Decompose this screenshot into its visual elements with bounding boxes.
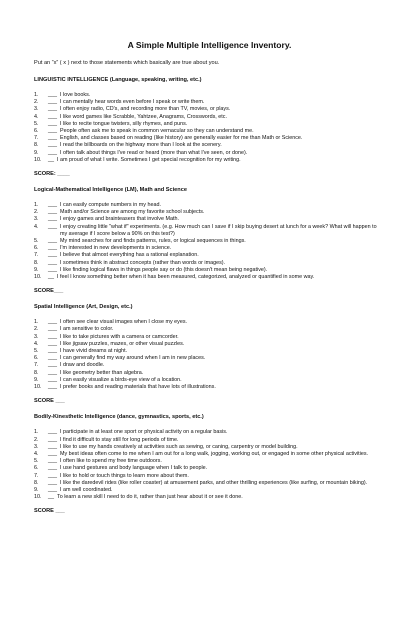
answer-blank: ___: [48, 348, 57, 355]
answer-blank: ___: [48, 436, 57, 443]
list-item: [34, 245, 385, 252]
statement-text: Math and/or Science are among my favorite school subjects.: [60, 209, 205, 216]
statement-text: I often see clear visual images when I close my eyes.: [60, 319, 188, 326]
answer-blank: ___: [48, 259, 57, 266]
statement-text: I often enjoy radio, CD's, and recording more than TV, movies, or plays.: [60, 106, 231, 113]
list-item: [34, 106, 385, 113]
statement-text: I like geometry better than algebra.: [60, 369, 144, 376]
list-item: [34, 348, 385, 355]
list-item: [34, 142, 385, 149]
section-heading: Bodily-Kinesthetic Intelligence (dance, gymnastics, sports, etc.): [34, 414, 204, 421]
statement-text: I have vivid dreams at night.: [60, 348, 128, 355]
list-item: [34, 121, 385, 128]
list-item: [34, 319, 385, 326]
item-number: 6.: [34, 128, 39, 135]
statement-text: I use hand gestures and body language when I talk to people.: [60, 465, 208, 472]
list-item: [34, 99, 385, 106]
section: [34, 414, 385, 514]
list-item: [34, 260, 385, 267]
answer-blank: ___: [48, 92, 57, 98]
item-number: 9.: [34, 149, 39, 156]
list-item: [34, 92, 385, 99]
section-heading: LINGUISTIC INTELLIGENCE (Language, speaking, writing, etc.): [34, 77, 202, 83]
page-title: A Simple Multiple Intelligence Inventory.: [127, 40, 292, 50]
list-item: [34, 341, 385, 348]
item-number: 3.: [34, 106, 39, 113]
answer-blank: ___: [48, 99, 57, 106]
answer-blank: ___: [48, 209, 57, 216]
answer-blank: ___: [48, 458, 57, 465]
item-number: 3.: [34, 333, 39, 340]
score-line: SCORE___: [34, 288, 64, 295]
answer-blank: ___: [48, 369, 57, 376]
statement-text: I like to use my hands creatively at activities such as sewing, or caning, carpentry or model building.: [60, 443, 298, 450]
item-number: 1.: [34, 429, 39, 436]
answer-blank: ___: [48, 266, 57, 273]
statement-text: I can mentally hear words even before I speak or write them.: [60, 99, 205, 106]
statement-text: To learn a new skill I need to do it, rather than just hear about it or see it done.: [57, 494, 243, 501]
answer-blank: ___: [48, 149, 57, 156]
answer-blank: ___: [48, 120, 57, 127]
statement-text: I'm interested in new developments in science.: [60, 245, 172, 252]
answer-blank: ___: [48, 376, 57, 383]
statement-text: I enjoy games and brainteasers that involve Math.: [60, 216, 179, 223]
statement-text: I like to recite tongue twisters, silly rhymes, and puns.: [60, 120, 188, 127]
answer-blank: ___: [48, 238, 57, 245]
answer-blank: ___: [48, 443, 57, 450]
statement-text: I am sensitive to color.: [60, 326, 114, 333]
item-number: 9.: [34, 486, 39, 493]
list-item: [34, 238, 385, 245]
answer-blank: ___: [48, 326, 57, 333]
item-number: 7.: [34, 362, 39, 369]
answer-blank: ___: [48, 384, 57, 391]
statement-text: I find it difficult to stay still for long periods of time.: [60, 436, 179, 443]
list-item: [34, 150, 385, 157]
answer-blank: ___: [48, 429, 57, 436]
answer-blank: ___: [48, 245, 57, 252]
list-item: [34, 451, 385, 458]
answer-blank: ___: [48, 465, 57, 472]
section-heading: Spatial Intelligence (Art, Design, etc.): [34, 304, 133, 311]
answer-blank: ___: [48, 355, 57, 362]
statement-text: I can easily compute numbers in my head.: [60, 202, 161, 209]
item-number: 10.: [34, 494, 42, 501]
item-number: 7.: [34, 472, 39, 479]
answer-blank: ___: [48, 106, 57, 113]
item-number: 5.: [34, 458, 39, 465]
item-number: 6.: [34, 355, 39, 362]
item-number: 3.: [34, 216, 39, 223]
statement-text: I can generally find my way around when I am in new places.: [60, 355, 206, 362]
answer-blank: __: [48, 494, 54, 501]
item-number: 8.: [34, 142, 39, 149]
list-item: [34, 224, 385, 238]
item-number: 1.: [34, 202, 39, 209]
statement-text: English, and classes based on reading (like history) are generally easier for me than Math or Science.: [60, 135, 303, 142]
list-item: [34, 465, 385, 472]
item-number: 4.: [34, 113, 39, 120]
statement-text: I believe that almost everything has a rational explanation.: [60, 252, 199, 259]
item-number: 2.: [34, 326, 39, 333]
list-item: [34, 429, 385, 436]
statement-text: I love books.: [60, 92, 91, 98]
answer-blank: ___: [48, 202, 57, 209]
list-item: [34, 252, 385, 259]
list-item: [34, 216, 385, 223]
list-item: [34, 494, 385, 501]
statement-list: [34, 319, 385, 391]
statement-text: I enjoy creating little "what if" experiments. (e.g. How much can I save if I skip buying desert at lunch for a week? What will happen to my average if I score below a 90% on this test?): [60, 223, 377, 237]
item-number: 6.: [34, 465, 39, 472]
score-line: SCORE ___: [34, 508, 65, 515]
list-item: [34, 480, 385, 487]
list-item: [34, 202, 385, 209]
item-number: 5.: [34, 120, 39, 127]
answer-blank: ___: [48, 472, 57, 479]
list-item: [34, 267, 385, 274]
answer-blank: ___: [48, 333, 57, 340]
statement-text: I often like to spend my free time outdoors.: [60, 458, 162, 465]
score-line: SCORE: ____: [34, 171, 70, 178]
answer-blank: ___: [48, 362, 57, 369]
statement-text: I like to take pictures with a camera or camcorder.: [60, 333, 179, 340]
statement-text: I am proud of what I write. Sometimes I get special recognition for my writing.: [57, 156, 241, 163]
item-number: 2.: [34, 99, 39, 106]
item-number: 6.: [34, 245, 39, 252]
answer-blank: ___: [48, 479, 57, 486]
list-item: [34, 384, 385, 391]
list-item: [34, 157, 385, 164]
list-item: [34, 362, 385, 369]
item-number: 9.: [34, 266, 39, 273]
statement-text: I like word games like Scrabble, Yahtzee, Anagrams, Crosswords, etc.: [60, 113, 227, 120]
item-number: 8.: [34, 479, 39, 486]
statement-text: I sometimes think in abstract concepts (rather than words or images).: [60, 259, 226, 266]
list-item: [34, 370, 385, 377]
statement-text: My mind searches for and finds patterns, rules, or logical sequences in things.: [60, 238, 246, 245]
statement-text: People often ask me to speak in common vernacular so they can understand me.: [60, 128, 254, 135]
answer-blank: __: [48, 274, 54, 281]
answer-blank: ___: [48, 216, 57, 223]
list-item: [34, 135, 385, 142]
instructions: Put an “x” ( x ) next to those statements which basically are true about you.: [34, 60, 220, 66]
answer-blank: ___: [48, 450, 57, 457]
list-item: [34, 444, 385, 451]
statement-text: I draw and doodle.: [60, 362, 105, 369]
answer-blank: ___: [48, 486, 57, 493]
item-number: 10.: [34, 274, 42, 281]
statement-text: I like jigsaw puzzles, mazes, or other visual puzzles.: [60, 340, 185, 347]
answer-blank: ___: [48, 113, 57, 120]
section: [34, 304, 385, 404]
item-number: 4.: [34, 223, 39, 230]
answer-blank: ___: [48, 223, 57, 230]
statement-text: I can easily visualize a birds-eye view of a location.: [60, 376, 182, 383]
list-item: [34, 334, 385, 341]
answer-blank: ___: [48, 340, 57, 347]
item-number: 10.: [34, 156, 42, 163]
inventory-sections: [34, 77, 385, 514]
statement-list: [34, 429, 385, 501]
statement-text: I prefer books and reading materials that have lots of illustrations.: [60, 384, 216, 391]
item-number: 9.: [34, 376, 39, 383]
list-item: [34, 355, 385, 362]
item-number: 8.: [34, 259, 39, 266]
item-number: 4.: [34, 450, 39, 457]
item-number: 7.: [34, 135, 39, 142]
item-number: 2.: [34, 436, 39, 443]
item-number: 5.: [34, 348, 39, 355]
item-number: 4.: [34, 340, 39, 347]
answer-blank: ___: [48, 252, 57, 259]
item-number: 3.: [34, 443, 39, 450]
item-number: 5.: [34, 238, 39, 245]
item-number: 10.: [34, 384, 42, 391]
item-number: 1.: [34, 319, 39, 326]
statement-text: I feel I know something better when it has been measured, categorized, analyzed or quantified in some way.: [57, 274, 315, 281]
answer-blank: ___: [48, 142, 57, 149]
section: [34, 77, 385, 177]
list-item: [34, 209, 385, 216]
item-number: 2.: [34, 209, 39, 216]
item-number: 8.: [34, 369, 39, 376]
statement-text: I like to hold or touch things to learn more about them.: [60, 472, 189, 479]
statement-text: I like the daredevil rides (like roller coaster) at amusement parks, and other thrilling experiences (like surfing, or mountain biking).: [60, 479, 368, 486]
item-number: 7.: [34, 252, 39, 259]
statement-text: I read the billboards on the highway more than I look at the scenery.: [60, 142, 222, 149]
score-line: SCORE ___: [34, 398, 65, 405]
statement-text: My best ideas often come to me when I am out for a long walk, jogging, working out, or engaged in some other physical activities.: [60, 450, 369, 457]
list-item: [34, 114, 385, 121]
list-item: [34, 437, 385, 444]
list-item: [34, 274, 385, 281]
list-item: [34, 473, 385, 480]
list-item: [34, 458, 385, 465]
answer-blank: ___: [48, 135, 57, 142]
answer-blank: ___: [48, 319, 57, 326]
answer-blank: ___: [48, 128, 57, 135]
statement-text: I often talk about things I've read or heard (more than what I've seen, or done).: [60, 149, 248, 156]
list-item: [34, 487, 385, 494]
statement-text: I participate in at least one sport or physical activity on a regular basis.: [60, 429, 228, 436]
statement-text: I like finding logical flaws in things people say or do (this doesn't mean being negative).: [60, 266, 268, 273]
list-item: [34, 326, 385, 333]
statement-list: [34, 202, 385, 281]
answer-blank: __: [48, 156, 54, 163]
item-number: 1.: [34, 92, 39, 98]
section: [34, 187, 385, 294]
list-item: [34, 377, 385, 384]
section-heading: Logical-Mathematical Intelligence (LM), Math and Science: [34, 187, 187, 194]
list-item: [34, 128, 385, 135]
statement-text: I am well coordinated.: [60, 486, 113, 493]
statement-list: [34, 92, 385, 164]
